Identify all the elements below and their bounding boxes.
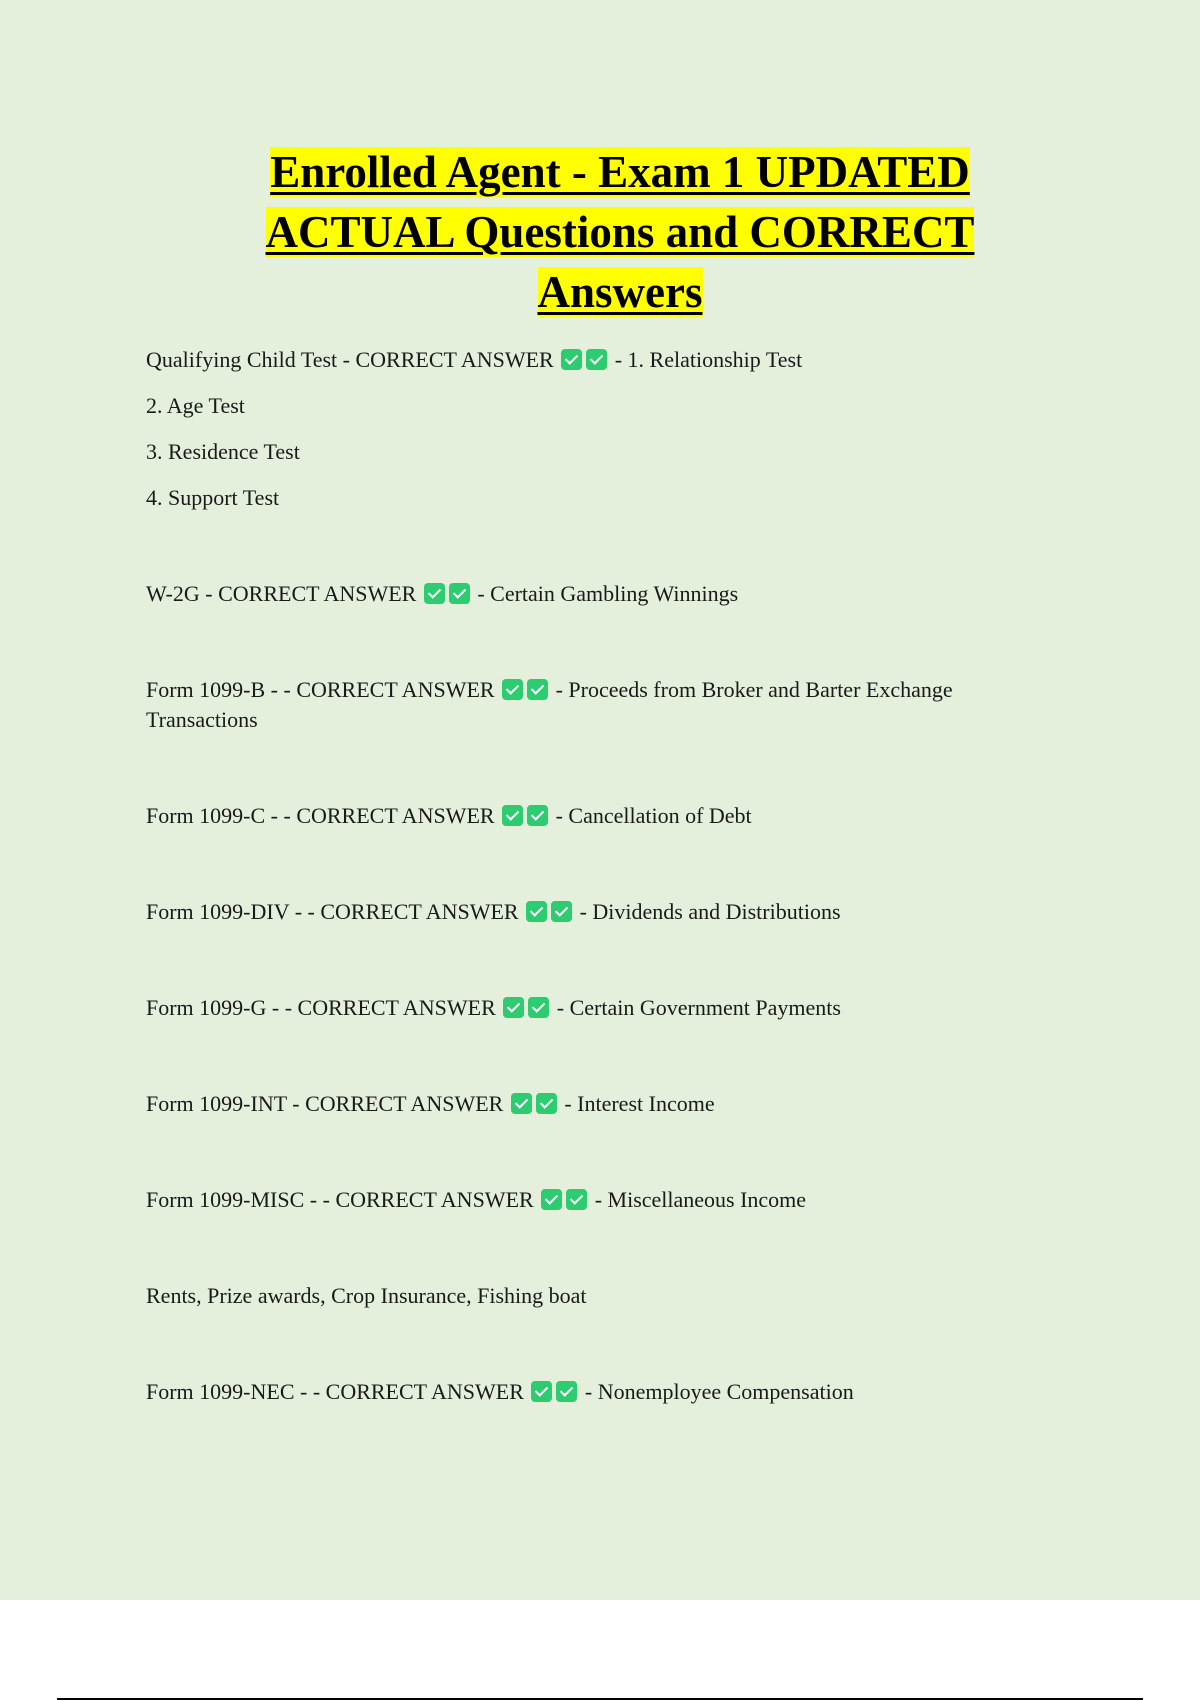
spacer (146, 1231, 1046, 1281)
qa-term: Form 1099-NEC - - CORRECT ANSWER (146, 1379, 524, 1404)
check-icon (449, 583, 470, 604)
check-icon (527, 679, 548, 700)
document-title-text: Enrolled Agent - Exam 1 UPDATED ACTUAL Questions and CORRECT Answers (265, 147, 975, 317)
qa-answer: - Dividends and Distributions (579, 899, 841, 924)
check-icon (536, 1093, 557, 1114)
check-icon (502, 679, 523, 700)
list-item-support-test: 4. Support Test (146, 485, 280, 510)
list-item-misc-examples: Rents, Prize awards, Crop Insurance, Fishing boat (146, 1283, 587, 1308)
qa-term: Form 1099-C - - CORRECT ANSWER (146, 803, 495, 828)
qa-item-1099-b (146, 675, 1046, 735)
qa-answer: - Certain Government Payments (556, 995, 841, 1020)
list-item-residence-test: 3. Residence Test (146, 439, 300, 464)
qa-item-1099-div (146, 897, 1046, 927)
spacer (146, 751, 1046, 801)
check-icon (528, 997, 549, 1018)
check-icon (503, 997, 524, 1018)
spacer (146, 1327, 1046, 1377)
check-icon (551, 901, 572, 922)
qa-item-1099-g (146, 993, 1046, 1023)
qa-term: Form 1099-B - - CORRECT ANSWER (146, 677, 495, 702)
qa-item-w2g (146, 579, 1046, 609)
check-icon (526, 901, 547, 922)
check-icon (556, 1381, 577, 1402)
spacer (146, 1135, 1046, 1185)
qa-answer: - Certain Gambling Winnings (477, 581, 739, 606)
qa-answer: - Miscellaneous Income (594, 1187, 807, 1212)
qa-item-1099-misc (146, 1185, 1046, 1215)
qa-term: Form 1099-DIV - - CORRECT ANSWER (146, 899, 519, 924)
check-icon (531, 1381, 552, 1402)
spacer (146, 943, 1046, 993)
qa-item-1099-c (146, 801, 1046, 831)
qa-term: Form 1099-G - - CORRECT ANSWER (146, 995, 496, 1020)
qa-term: Qualifying Child Test - CORRECT ANSWER (146, 347, 554, 372)
check-icon (424, 583, 445, 604)
qa-term: W-2G - CORRECT ANSWER (146, 581, 417, 606)
qa-answer: - Nonemployee Compensation (584, 1379, 854, 1404)
qa-term: Form 1099-INT - CORRECT ANSWER (146, 1091, 504, 1116)
document-title (180, 142, 1060, 322)
qa-answer: - Proceeds from Broker and Barter Exchange Transactions (146, 677, 953, 732)
check-icon (511, 1093, 532, 1114)
qa-item-qualifying-child (146, 345, 1046, 375)
spacer (146, 625, 1046, 675)
check-icon (561, 349, 582, 370)
check-icon (527, 805, 548, 826)
qa-answer: - 1. Relationship Test (614, 347, 803, 372)
check-icon (586, 349, 607, 370)
qa-answer: - Interest Income (564, 1091, 715, 1116)
qa-item-1099-int (146, 1089, 1046, 1119)
qa-term: Form 1099-MISC - - CORRECT ANSWER (146, 1187, 534, 1212)
spacer (146, 529, 1046, 579)
check-icon (502, 805, 523, 826)
check-icon (566, 1189, 587, 1210)
check-icon (541, 1189, 562, 1210)
spacer (146, 1039, 1046, 1089)
qa-answer: - Cancellation of Debt (555, 803, 752, 828)
list-item-age-test: 2. Age Test (146, 393, 245, 418)
spacer (146, 847, 1046, 897)
qa-item-1099-nec (146, 1377, 1046, 1407)
qa-list (146, 345, 1046, 1423)
